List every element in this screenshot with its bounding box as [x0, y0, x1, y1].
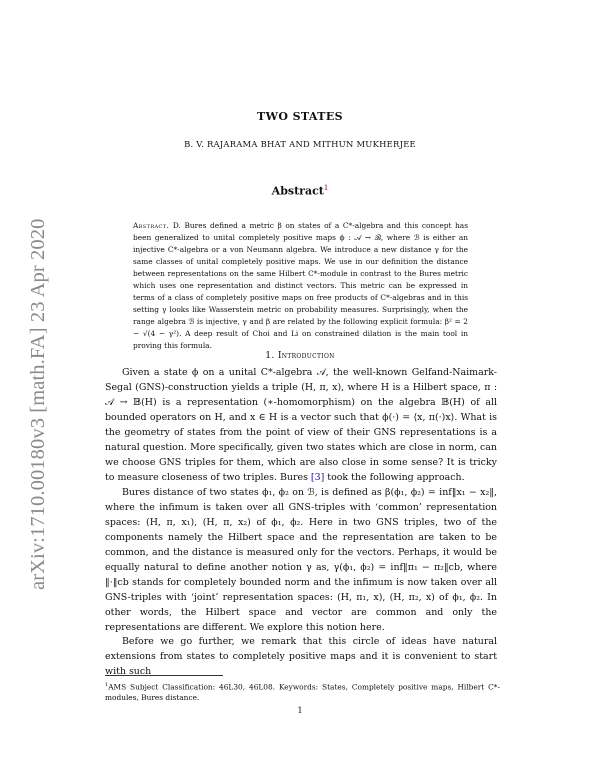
- abstract-label: Abstract.: [133, 221, 170, 230]
- footnote-divider: [105, 675, 223, 676]
- footnote-text: AMS Subject Classification: 46L30, 46L08. Keywords: States, Completely positive maps, Hilbert C*-modules, Bures distance.: [105, 682, 500, 703]
- intro-paragraph-1-tail: took the following approach.: [327, 472, 465, 484]
- paper-title: TWO STATES: [257, 110, 343, 123]
- abstract-footnote-link[interactable]: 1: [323, 184, 329, 192]
- page-number: 1: [297, 705, 303, 715]
- section-heading-introduction: 1. Introduction: [265, 350, 335, 361]
- paper-authors: B. V. RAJARAMA BHAT AND MITHUN MUKHERJEE: [184, 139, 416, 149]
- intro-paragraph-2: Bures distance of two states ϕ₁, ϕ₂ on ℬ, is defined as β(ϕ₁, ϕ₂) = inf‖x₁ − x₂‖, where the infimum is taken over all GNS-triples with ‘common’ representation spaces: (H, π, x₁), (H, π, x₂) of ϕ₁, ϕ₂. Here in two GNS triples, two of the components namely the Hilbert space and the representation are taken to be common, and the distance is measured only for the vectors. Perhaps, it would be equally natural to define another notion γ as, γ(ϕ₁, ϕ₂) = inf‖π₁ − π₂‖cb, where ‖·‖cb stands for completely bounded norm and the infimum is now taken over all GNS-triples with ‘joint’ representation spaces: (H, π₁, x), (H, π₂, x) of ϕ₁, ϕ₂. In other words, the Hilbert space and vector are common and only the representations are different. We explore this notion here.: [105, 487, 497, 634]
- intro-paragraph-3: Before we go further, we remark that this circle of ideas have natural extensions from states to completely positive maps and it is convenient to start with such: [105, 636, 497, 678]
- arxiv-sidebar: [7, 170, 47, 590]
- intro-paragraph-1-text: Given a state ϕ on a unital C*-algebra 𝒜, the well-known Gelfand-Naimark-Segal (GNS)-construction yields a triple (H, π, x), where H is a Hilbert space, π : 𝒜 → 𝔹(H) is a representation (∗-homomorphism) on the algebra 𝔹(H) of all bounded operators on H, and x ∈ H is a vector such that ϕ(·) = ⟨x, π(·)x⟩. What is the geometry of states from the point of view of their GNS representations is a natural question. More specifically, given two states which are close in norm, can we choose GNS triples for them, which are also close in some sense? It is tricky to measure closeness of two triples. Bures: [105, 367, 497, 484]
- abstract-body: [133, 220, 468, 351]
- abstract-heading: [0, 184, 600, 198]
- footnote: [105, 680, 500, 704]
- footnote-mark: 1: [105, 682, 109, 688]
- intro-paragraph-1: [105, 365, 497, 485]
- abstract-text: D. Bures defined a metric β on states of a C*-algebra and this concept has been generalized to unital completely positive maps ϕ : 𝒜 → ℬ, where ℬ is either an injective C*-algebra or a von Neumann algebra. We introduce a new distance γ for the same classes of unital completely positive maps. We use in our definition the distance between representations on the same Hilbert C*-module in contrast to the Bures metric which uses one representation and distinct vectors. This metric can be expressed in terms of a class of completely positive maps on free products of C*-algebras and in this setting γ looks like Wasserstein metric on probability measures. Surprisingly, when the range algebra ℬ is injective, γ and β are related by the following explicit formula: β² = 2 − √(4 − γ²). A deep result of Choi and Li on constrained dilation is the main tool in proving this formula.: [133, 221, 468, 350]
- abstract-heading-text: Abstract: [271, 184, 324, 198]
- arxiv-identifier: arXiv:1710.00180v3 [math.FA] 23 Apr 2020: [27, 218, 49, 590]
- citation-link-3[interactable]: [3]: [310, 472, 325, 484]
